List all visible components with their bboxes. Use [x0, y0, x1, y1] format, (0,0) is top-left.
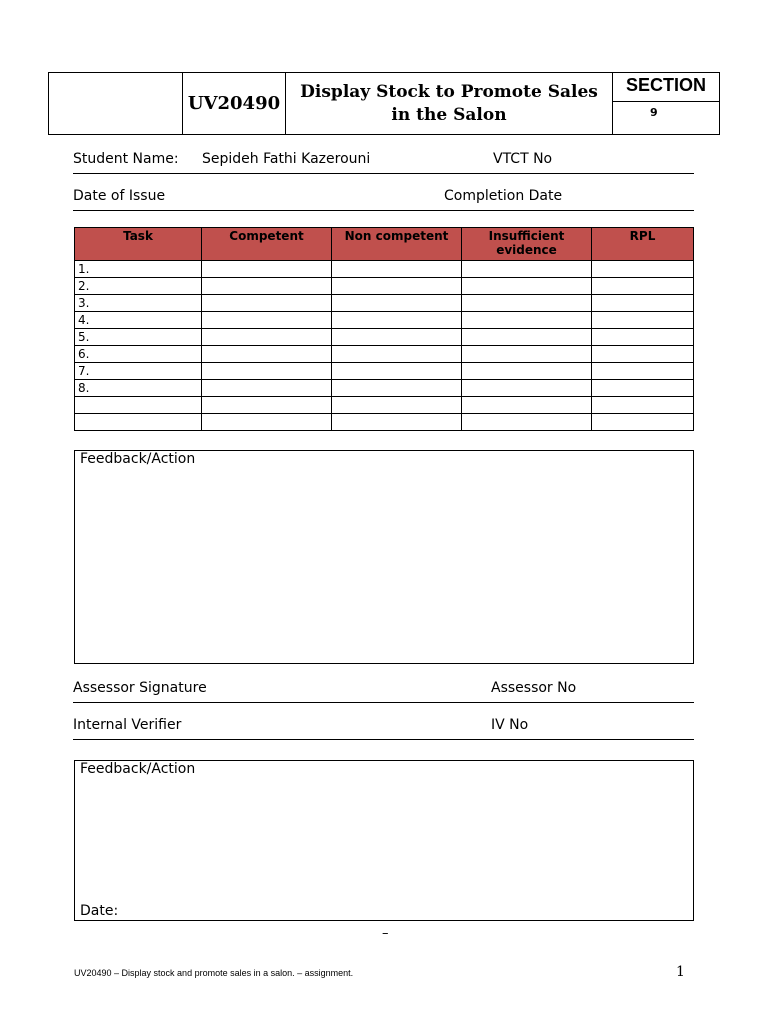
task-number-cell: 2. — [75, 278, 202, 295]
header-competent: Competent — [202, 228, 332, 261]
assessment-cell[interactable] — [462, 278, 592, 295]
table-row — [75, 380, 694, 397]
assessment-cell[interactable] — [202, 363, 332, 380]
footer-text: UV20490 – Display stock and promote sales in a salon. – assignment. — [74, 968, 354, 978]
header-rpl: RPL — [592, 228, 694, 261]
assessment-cell[interactable] — [332, 380, 462, 397]
task-number-cell — [75, 397, 202, 414]
task-number-cell: 1. — [75, 261, 202, 278]
assessment-cell[interactable] — [592, 414, 694, 431]
assessment-cell[interactable] — [202, 380, 332, 397]
assessment-cell[interactable] — [462, 363, 592, 380]
assessment-cell[interactable] — [462, 380, 592, 397]
assessment-cell[interactable] — [332, 261, 462, 278]
assessor-row — [73, 680, 694, 703]
completion-date-label: Completion Date — [444, 188, 563, 204]
assessment-cell[interactable] — [592, 397, 694, 414]
assessment-cell[interactable] — [592, 363, 694, 380]
assessment-cell[interactable] — [332, 295, 462, 312]
assessment-cell[interactable] — [202, 329, 332, 346]
task-number-cell: 6. — [75, 346, 202, 363]
task-number-cell: 8. — [75, 380, 202, 397]
assessor-signature-label: Assessor Signature — [73, 680, 207, 696]
task-number-cell: 4. — [75, 312, 202, 329]
assessment-cell[interactable] — [332, 414, 462, 431]
assessment-cell[interactable] — [332, 397, 462, 414]
vtct-label: VTCT No — [493, 151, 553, 167]
assessment-cell[interactable] — [202, 414, 332, 431]
table-row — [75, 329, 694, 346]
feedback-box-1[interactable] — [74, 450, 694, 664]
assessment-cell[interactable] — [332, 312, 462, 329]
task-number-cell: 7. — [75, 363, 202, 380]
table-row — [75, 261, 694, 278]
table-row — [75, 346, 694, 363]
unit-code: UV20490 — [183, 73, 286, 134]
header-task: Task — [75, 228, 202, 261]
logo-placeholder — [49, 73, 183, 134]
unit-title: Display Stock to Promote Sales in the Salon — [286, 73, 613, 134]
assessment-cell[interactable] — [332, 346, 462, 363]
assessment-cell[interactable] — [592, 380, 694, 397]
assessment-cell[interactable] — [462, 414, 592, 431]
assessment-cell[interactable] — [202, 312, 332, 329]
task-number-cell: 3. — [75, 295, 202, 312]
table-row — [75, 295, 694, 312]
date-label: Date: — [80, 903, 119, 919]
assessment-cell[interactable] — [592, 261, 694, 278]
student-name-value: Sepideh Fathi Kazerouni — [202, 151, 371, 167]
assessment-cell[interactable] — [462, 261, 592, 278]
assessment-cell[interactable] — [592, 329, 694, 346]
assessment-cell[interactable] — [462, 397, 592, 414]
internal-verifier-label: Internal Verifier — [73, 717, 182, 733]
document-header — [48, 72, 720, 135]
task-number-cell: 5. — [75, 329, 202, 346]
assessment-cell[interactable] — [332, 329, 462, 346]
assessment-cell[interactable] — [202, 261, 332, 278]
iv-no-label: IV No — [491, 717, 529, 733]
section-label: SECTION — [625, 75, 706, 95]
section-cell — [613, 73, 719, 134]
feedback-label-2: Feedback/Action — [80, 761, 196, 777]
task-number-cell — [75, 414, 202, 431]
assessment-cell[interactable] — [462, 312, 592, 329]
assessment-cell[interactable] — [592, 346, 694, 363]
dash-mark: – — [382, 926, 389, 941]
table-row — [75, 363, 694, 380]
assessment-cell[interactable] — [592, 278, 694, 295]
section-divider — [613, 101, 719, 102]
student-name-row — [73, 151, 694, 174]
assessment-cell[interactable] — [332, 363, 462, 380]
assessment-cell[interactable] — [202, 397, 332, 414]
assessment-cell[interactable] — [462, 346, 592, 363]
date-of-issue-label: Date of Issue — [73, 188, 166, 204]
assessment-cell[interactable] — [202, 295, 332, 312]
student-name-label: Student Name: — [73, 151, 179, 167]
assessment-cell[interactable] — [462, 295, 592, 312]
task-table — [74, 227, 694, 431]
assessment-cell[interactable] — [592, 295, 694, 312]
table-row — [75, 312, 694, 329]
feedback-box-2[interactable] — [74, 760, 694, 921]
section-number: 9 — [650, 106, 658, 119]
table-row — [75, 397, 694, 414]
assessment-cell[interactable] — [462, 329, 592, 346]
table-row — [75, 414, 694, 431]
assessor-no-label: Assessor No — [491, 680, 577, 696]
date-row — [73, 188, 694, 211]
assessment-cell[interactable] — [332, 278, 462, 295]
assessment-cell[interactable] — [202, 278, 332, 295]
header-non-competent: Non competent — [332, 228, 462, 261]
verifier-row — [73, 717, 694, 740]
table-row — [75, 278, 694, 295]
assessment-cell[interactable] — [592, 312, 694, 329]
feedback-label-1: Feedback/Action — [80, 451, 196, 467]
table-header-row — [75, 228, 694, 261]
page-number: 1 — [676, 964, 685, 980]
header-insufficient-evidence: Insufficient evidence — [462, 228, 592, 261]
assessment-cell[interactable] — [202, 346, 332, 363]
